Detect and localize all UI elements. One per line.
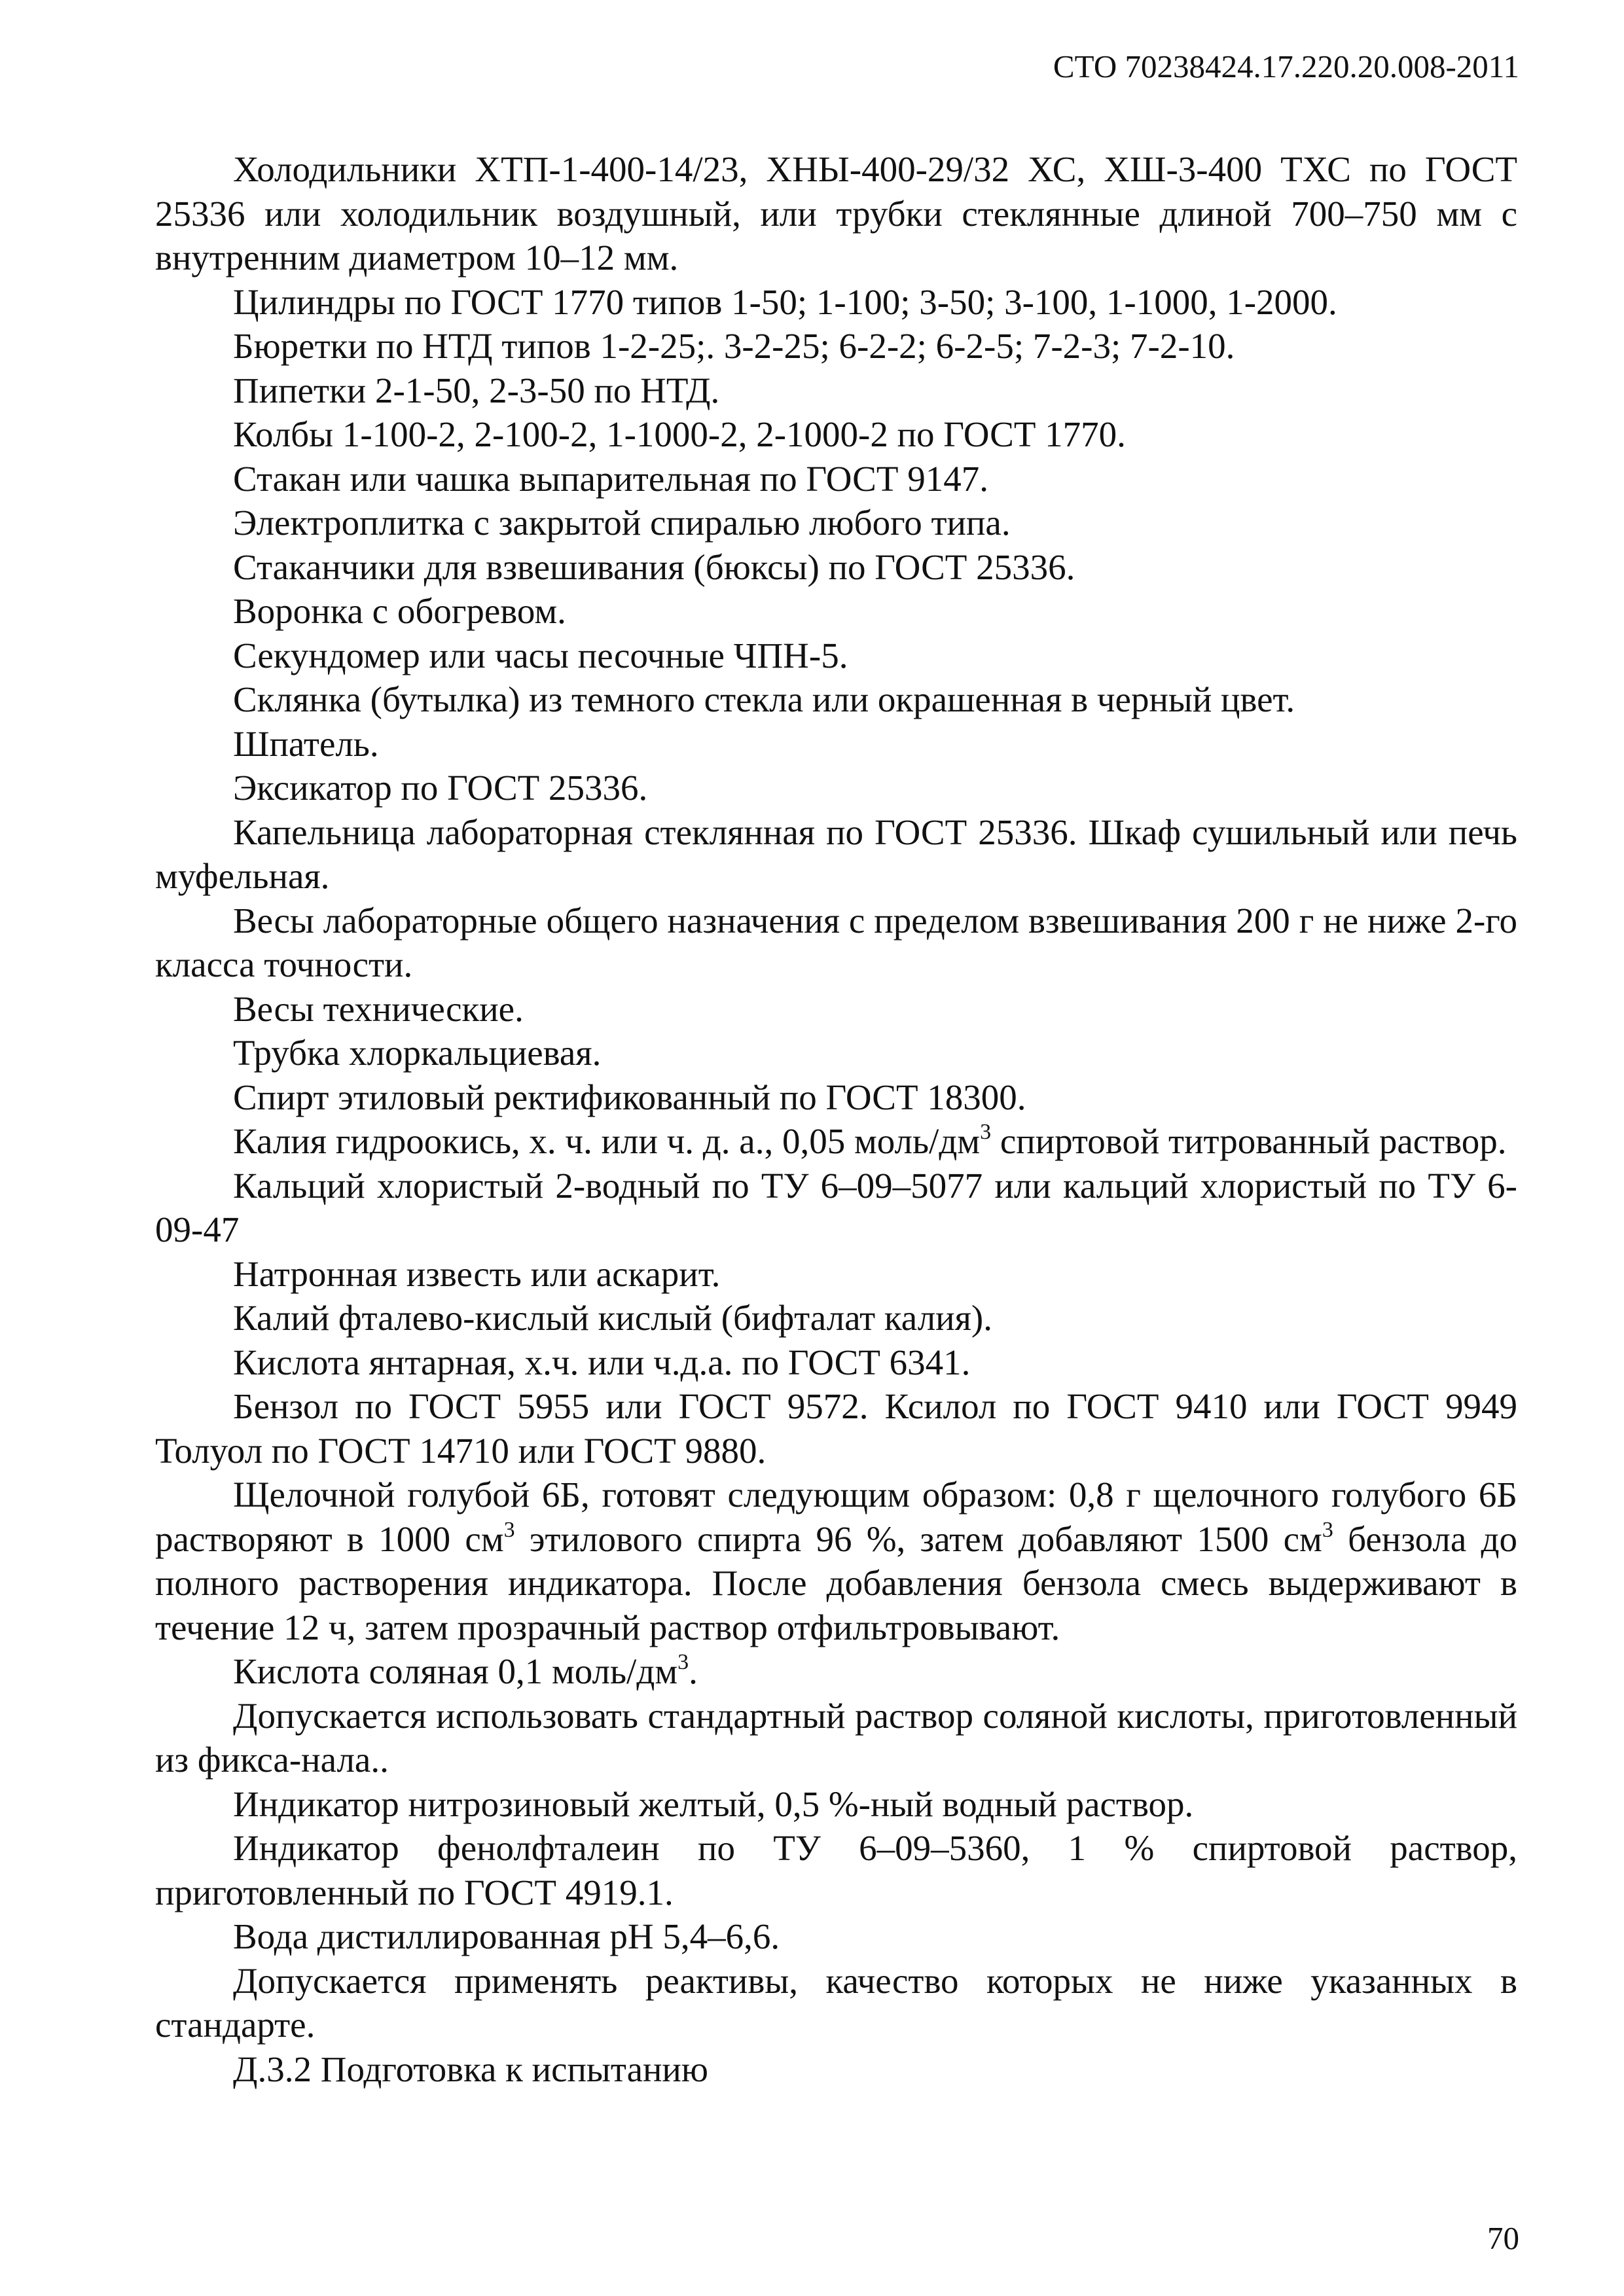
paragraph-hydrochloric-acid bbox=[155, 1649, 1517, 1694]
paragraph-distilled-water: Вода дистиллированная pH 5,4–6,6. bbox=[233, 1916, 780, 1956]
paragraph-ethanol: Спирт этиловый ректификованный по ГОСТ 18300. bbox=[233, 1077, 1026, 1117]
section-heading: Д.3.2 Подготовка к испытанию bbox=[233, 2049, 708, 2089]
paragraph-flasks: Колбы 1-100-2, 2-100-2, 1-1000-2, 2-1000-2 по ГОСТ 1770. bbox=[233, 414, 1126, 454]
paragraph-cylinders: Цилиндры по ГОСТ 1770 типов 1-50; 1-100; 3-50; 3-100, 1-1000, 1-2000. bbox=[233, 281, 1337, 322]
paragraph-desiccator: Эксикатор по ГОСТ 25336. bbox=[233, 768, 648, 808]
paragraph-fixanal: Допускается использовать стандартный раствор соляной кислоты, приготовленный из фикса-нала.. bbox=[155, 1695, 1517, 1780]
document-body bbox=[155, 147, 1517, 2091]
paragraph-coolers: Холодильники ХТП-1-400-14/23, ХНЫ-400-29/32 ХС, ХШ-3-400 ТХС по ГОСТ 25336 или холодильник воздушный, или трубки стеклянные длиной 700–750 мм с внутренним диаметром 10–12 мм. bbox=[155, 149, 1517, 278]
paragraph-dark-bottle: Склянка (бутылка) из темного стекла или окрашенная в черный цвет. bbox=[233, 679, 1295, 719]
paragraph-weighing-bottles: Стаканчики для взвешивания (бюксы) по ГОСТ 25336. bbox=[233, 547, 1075, 587]
alkali-blue-text-1: Щелочной голубой 6Б, готовят следующим образом: 0,8 г щелочного голубого 6Б растворяют в 1000 см bbox=[155, 1475, 1517, 1559]
hcl-text: Кислота соляная 0,1 моль/дм bbox=[233, 1651, 678, 1691]
koh-text-end: спиртовой титрованный раствор. bbox=[991, 1121, 1507, 1161]
paragraph-alkali-blue bbox=[155, 1473, 1517, 1649]
paragraph-pipettes: Пипетки 2-1-50, 2-3-50 по НТД. bbox=[233, 370, 720, 410]
paragraph-evaporating-dish: Стакан или чашка выпарительная по ГОСТ 9147. bbox=[233, 458, 988, 499]
paragraph-tech-scales: Весы технические. bbox=[233, 988, 524, 1029]
paragraph-phenolphthalein: Индикатор фенолфталеин по ТУ 6–09–5360, 1 % спиртовой раствор, приготовленный по ГОСТ 4919.1. bbox=[155, 1828, 1517, 1912]
paragraph-potassium-hydroxide bbox=[155, 1119, 1517, 1164]
paragraph-dropper-oven: Капельница лабораторная стеклянная по ГОСТ 25336. Шкаф сушильный или печь муфельная. bbox=[155, 812, 1517, 896]
paragraph-hotplate: Электроплитка с закрытой спиралью любого типа. bbox=[233, 503, 1011, 543]
paragraph-burettes: Бюретки по НТД типов 1-2-25;. 3-2-25; 6-2-2; 6-2-5; 7-2-3; 7-2-10. bbox=[233, 326, 1235, 366]
alkali-blue-text-2: этилового спирта 96 %, затем добавляют 1500 см bbox=[514, 1518, 1322, 1559]
paragraph-stopwatch: Секундомер или часы песочные ЧПН-5. bbox=[233, 635, 848, 675]
page-number: 70 bbox=[1487, 2220, 1519, 2256]
paragraph-succinic-acid: Кислота янтарная, х.ч. или ч.д.а. по ГОСТ 6341. bbox=[233, 1342, 971, 1382]
alkali-blue-text-3: бензола до полного растворения индикатора. После добавления бензола смесь выдерживают в течение 12 ч, затем прозрачный раствор отфильтровывают. bbox=[155, 1518, 1517, 1647]
paragraph-soda-lime: Натронная известь или аскарит. bbox=[233, 1253, 721, 1294]
paragraph-nitrazine-yellow: Индикатор нитрозиновый желтый, 0,5 %-ный водный раствор. bbox=[233, 1784, 1194, 1824]
hcl-superscript: 3 bbox=[677, 1650, 689, 1674]
paragraph-heated-funnel: Воронка с обогревом. bbox=[233, 591, 566, 631]
paragraph-calcium-tube: Трубка хлоркальциевая. bbox=[233, 1033, 602, 1073]
paragraph-spatula: Шпатель. bbox=[233, 723, 379, 764]
koh-superscript: 3 bbox=[980, 1120, 992, 1144]
koh-text: Калия гидроокись, х. ч. или ч. д. а., 0,05 моль/дм bbox=[233, 1121, 981, 1161]
paragraph-lab-scales: Весы лабораторные общего назначения с пределом взвешивания 200 г не ниже 2-го класса точности. bbox=[155, 900, 1517, 984]
document-code-header: СТО 70238424.17.220.20.008-2011 bbox=[1053, 48, 1519, 84]
hcl-text-end: . bbox=[689, 1651, 698, 1691]
alkali-blue-superscript-1: 3 bbox=[503, 1517, 515, 1542]
paragraph-benzene-xylene-toluene: Бензол по ГОСТ 5955 или ГОСТ 9572. Ксилол по ГОСТ 9410 или ГОСТ 9949 Толуол по ГОСТ 14710 или ГОСТ 9880. bbox=[155, 1386, 1517, 1471]
paragraph-potassium-phthalate: Калий фталево-кислый кислый (бифталат калия). bbox=[233, 1298, 992, 1338]
paragraph-calcium-chloride: Кальций хлористый 2-водный по ТУ 6–09–5077 или кальций хлористый по ТУ 6-09-47 bbox=[155, 1165, 1517, 1249]
alkali-blue-superscript-2: 3 bbox=[1322, 1517, 1333, 1542]
paragraph-reagent-quality: Допускается применять реактивы, качество которых не ниже указанных в стандарте. bbox=[155, 1960, 1517, 2045]
